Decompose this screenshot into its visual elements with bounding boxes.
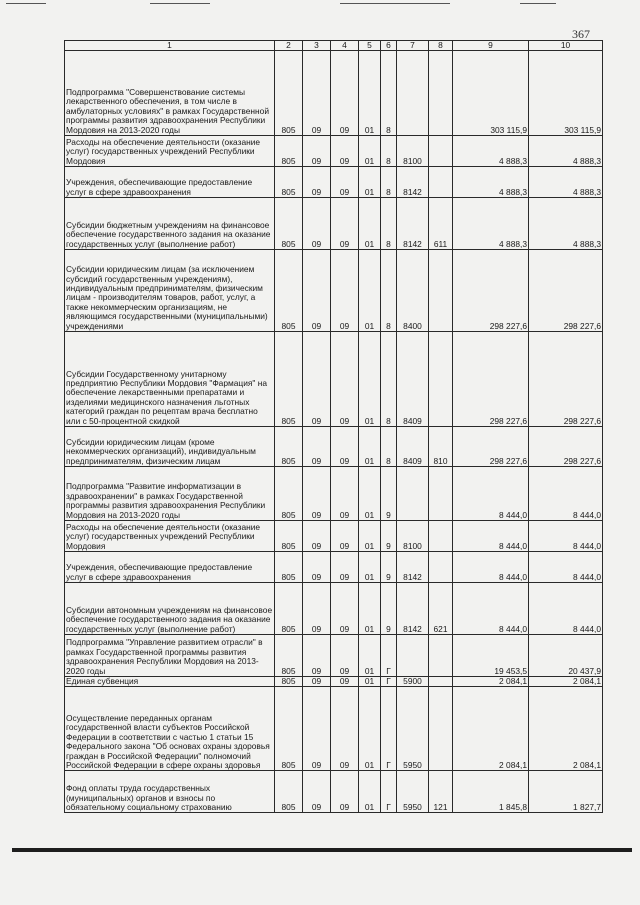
- cell-c4: 09: [331, 136, 359, 167]
- cell-c3: 09: [303, 552, 331, 583]
- table-row: [65, 552, 603, 583]
- scan-bottom-rule: [12, 848, 632, 852]
- cell-c6: Г: [381, 687, 397, 771]
- row-name-cell: Субсидии Государственному унитарному предприятию Республики Мордовия "Фармация" на обеспечение лекарственными препаратами и изделиями медицинского назначения льготных категорий граждан по рецептам врача бесплатно или с 50-процентной скидкой: [65, 332, 275, 427]
- table-row: [65, 250, 603, 332]
- cell-c9: 298 227,6: [453, 427, 529, 467]
- cell-c4: 09: [331, 467, 359, 521]
- cell-c6: Г: [381, 771, 397, 813]
- cell-c8: [429, 677, 453, 687]
- table-row: [65, 583, 603, 635]
- cell-c3: 09: [303, 136, 331, 167]
- cell-c4: 09: [331, 677, 359, 687]
- cell-c8: 621: [429, 583, 453, 635]
- table-row: [65, 467, 603, 521]
- cell-c2: 805: [275, 167, 303, 198]
- cell-c2: 805: [275, 552, 303, 583]
- cell-c6: 9: [381, 552, 397, 583]
- row-name-cell: Подпрограмма "Совершенствование системы лекарственного обеспечения, в том числе в амбулаторных условиях" в рамках Государственной программы развития здравоохранения Республики Мордовия на 2013-2020 годы: [65, 51, 275, 136]
- cell-c4: 09: [331, 771, 359, 813]
- cell-c8: [429, 51, 453, 136]
- cell-c3: 09: [303, 198, 331, 250]
- scan-top-edge: [0, 0, 640, 6]
- table-row: [65, 687, 603, 771]
- cell-c7: 8409: [397, 427, 429, 467]
- cell-c9: 8 444,0: [453, 583, 529, 635]
- cell-c10: 298 227,6: [529, 250, 603, 332]
- cell-c9: 303 115,9: [453, 51, 529, 136]
- cell-c9: 8 444,0: [453, 552, 529, 583]
- cell-c5: 01: [359, 687, 381, 771]
- row-name-cell: Осуществление переданных органам государственной власти субъектов Российской Федерации в соответствии с частью 1 статьи 15 Федерального закона "Об основах охраны здоровья граждан в Российской Федерации" полномочий Российской Федерации в сфере охраны здоровья: [65, 687, 275, 771]
- cell-c9: 8 444,0: [453, 467, 529, 521]
- cell-c8: 611: [429, 198, 453, 250]
- column-header-7: 7: [397, 41, 429, 51]
- row-name-cell: Учреждения, обеспечивающие предоставление услуг в сфере здравоохранения: [65, 167, 275, 198]
- cell-c8: [429, 687, 453, 771]
- cell-c5: 01: [359, 771, 381, 813]
- cell-c3: 09: [303, 167, 331, 198]
- cell-c3: 09: [303, 677, 331, 687]
- cell-c5: 01: [359, 677, 381, 687]
- cell-c6: 8: [381, 427, 397, 467]
- cell-c4: 09: [331, 198, 359, 250]
- cell-c5: 01: [359, 167, 381, 198]
- cell-c10: 20 437,9: [529, 635, 603, 677]
- row-name-cell: Фонд оплаты труда государственных (муниципальных) органов и взносы по обязательному социальному страхованию: [65, 771, 275, 813]
- cell-c10: 4 888,3: [529, 136, 603, 167]
- cell-c3: 09: [303, 771, 331, 813]
- cell-c7: 8100: [397, 136, 429, 167]
- row-name-cell: Единая субвенция: [65, 677, 275, 687]
- cell-c9: 2 084,1: [453, 687, 529, 771]
- cell-c9: 8 444,0: [453, 521, 529, 552]
- table-row: [65, 51, 603, 136]
- cell-c8: [429, 250, 453, 332]
- cell-c4: 09: [331, 250, 359, 332]
- cell-c9: 4 888,3: [453, 198, 529, 250]
- column-header-5: 5: [359, 41, 381, 51]
- cell-c9: 4 888,3: [453, 167, 529, 198]
- cell-c6: 8: [381, 332, 397, 427]
- cell-c5: 01: [359, 332, 381, 427]
- cell-c10: 2 084,1: [529, 687, 603, 771]
- cell-c7: 8142: [397, 198, 429, 250]
- cell-c8: [429, 552, 453, 583]
- cell-c6: 8: [381, 136, 397, 167]
- column-header-10: 10: [529, 41, 603, 51]
- cell-c6: 9: [381, 521, 397, 552]
- table-row: [65, 332, 603, 427]
- cell-c7: 8142: [397, 552, 429, 583]
- cell-c7: 8409: [397, 332, 429, 427]
- cell-c10: 2 084,1: [529, 677, 603, 687]
- cell-c2: 805: [275, 583, 303, 635]
- cell-c9: 19 453,5: [453, 635, 529, 677]
- cell-c10: 4 888,3: [529, 198, 603, 250]
- row-name-cell: Подпрограмма "Развитие информатизации в здравоохранении" в рамках Государственной программы развития здравоохранения Республики Мордовия на 2013-2020 годы: [65, 467, 275, 521]
- cell-c3: 09: [303, 583, 331, 635]
- cell-c7: 5950: [397, 771, 429, 813]
- cell-c7: 8100: [397, 521, 429, 552]
- row-name-cell: Субсидии бюджетным учреждениям на финансовое обеспечение государственного задания на оказание государственных услуг (выполнение работ): [65, 198, 275, 250]
- cell-c5: 01: [359, 467, 381, 521]
- cell-c2: 805: [275, 677, 303, 687]
- cell-c2: 805: [275, 51, 303, 136]
- cell-c5: 01: [359, 583, 381, 635]
- cell-c2: 805: [275, 771, 303, 813]
- cell-c3: 09: [303, 635, 331, 677]
- table-row: [65, 635, 603, 677]
- cell-c5: 01: [359, 136, 381, 167]
- cell-c3: 09: [303, 427, 331, 467]
- cell-c10: 8 444,0: [529, 467, 603, 521]
- cell-c5: 01: [359, 250, 381, 332]
- cell-c9: 4 888,3: [453, 136, 529, 167]
- cell-c10: 298 227,6: [529, 332, 603, 427]
- cell-c6: 8: [381, 250, 397, 332]
- budget-table: [64, 40, 603, 813]
- cell-c5: 01: [359, 635, 381, 677]
- cell-c10: 8 444,0: [529, 552, 603, 583]
- cell-c4: 09: [331, 687, 359, 771]
- cell-c4: 09: [331, 635, 359, 677]
- cell-c3: 09: [303, 51, 331, 136]
- cell-c3: 09: [303, 332, 331, 427]
- table-row: [65, 677, 603, 687]
- cell-c4: 09: [331, 332, 359, 427]
- cell-c7: [397, 635, 429, 677]
- cell-c5: 01: [359, 552, 381, 583]
- row-name-cell: Расходы на обеспечение деятельности (оказание услуг) государственных учреждений Республики Мордовия: [65, 136, 275, 167]
- cell-c4: 09: [331, 167, 359, 198]
- cell-c2: 805: [275, 687, 303, 771]
- cell-c7: 8142: [397, 583, 429, 635]
- cell-c10: 1 827,7: [529, 771, 603, 813]
- cell-c2: 805: [275, 427, 303, 467]
- column-header-9: 9: [453, 41, 529, 51]
- cell-c6: 9: [381, 467, 397, 521]
- cell-c10: 8 444,0: [529, 583, 603, 635]
- cell-c3: 09: [303, 521, 331, 552]
- cell-c4: 09: [331, 583, 359, 635]
- row-name-cell: Расходы на обеспечение деятельности (оказание услуг) государственных учреждений Республики Мордовия: [65, 521, 275, 552]
- cell-c5: 01: [359, 198, 381, 250]
- cell-c10: 303 115,9: [529, 51, 603, 136]
- row-name-cell: Подпрограмма "Управление развитием отрасли" в рамках Государственной программы развития здравоохранения Республики Мордовия на 2013-2020 годы: [65, 635, 275, 677]
- cell-c4: 09: [331, 552, 359, 583]
- cell-c2: 805: [275, 332, 303, 427]
- table-body: [65, 51, 603, 813]
- cell-c6: Г: [381, 677, 397, 687]
- cell-c8: 810: [429, 427, 453, 467]
- cell-c3: 09: [303, 250, 331, 332]
- cell-c6: 9: [381, 583, 397, 635]
- cell-c3: 09: [303, 687, 331, 771]
- cell-c6: 8: [381, 51, 397, 136]
- cell-c6: Г: [381, 635, 397, 677]
- cell-c7: 8142: [397, 167, 429, 198]
- cell-c4: 09: [331, 51, 359, 136]
- cell-c8: [429, 136, 453, 167]
- cell-c6: 8: [381, 198, 397, 250]
- cell-c2: 805: [275, 635, 303, 677]
- cell-c7: 5900: [397, 677, 429, 687]
- cell-c5: 01: [359, 427, 381, 467]
- cell-c4: 09: [331, 521, 359, 552]
- cell-c2: 805: [275, 467, 303, 521]
- cell-c2: 805: [275, 521, 303, 552]
- column-header-6: 6: [381, 41, 397, 51]
- cell-c2: 805: [275, 198, 303, 250]
- column-header-2: 2: [275, 41, 303, 51]
- column-header-4: 4: [331, 41, 359, 51]
- cell-c7: [397, 51, 429, 136]
- column-header-1: 1: [65, 41, 275, 51]
- row-name-cell: Субсидии юридическим лицам (за исключением субсидий государственным учреждениям), индивидуальным предпринимателям, физическим лицам - производителям товаров, работ, услуг, а также некоммерческим организациям, не являющимся государственными (муниципальными) учреждениями: [65, 250, 275, 332]
- row-name-cell: Субсидии автономным учреждениям на финансовое обеспечение государственного задания на оказание государственных услуг (выполнение работ): [65, 583, 275, 635]
- cell-c7: 5950: [397, 687, 429, 771]
- table-row: [65, 521, 603, 552]
- table-row: [65, 198, 603, 250]
- table-row: [65, 427, 603, 467]
- cell-c4: 09: [331, 427, 359, 467]
- table-row: [65, 771, 603, 813]
- cell-c10: 8 444,0: [529, 521, 603, 552]
- cell-c2: 805: [275, 136, 303, 167]
- row-name-cell: Субсидии юридическим лицам (кроме некоммерческих организаций), индивидуальным предпринимателям, физическим лицам: [65, 427, 275, 467]
- cell-c8: [429, 635, 453, 677]
- row-name-cell: Учреждения, обеспечивающие предоставление услуг в сфере здравоохранения: [65, 552, 275, 583]
- table-header-row: [65, 41, 603, 51]
- cell-c9: 2 084,1: [453, 677, 529, 687]
- cell-c8: 121: [429, 771, 453, 813]
- cell-c10: 298 227,6: [529, 427, 603, 467]
- cell-c5: 01: [359, 521, 381, 552]
- cell-c9: 1 845,8: [453, 771, 529, 813]
- cell-c10: 4 888,3: [529, 167, 603, 198]
- cell-c8: [429, 332, 453, 427]
- table-row: [65, 136, 603, 167]
- cell-c6: 8: [381, 167, 397, 198]
- column-header-8: 8: [429, 41, 453, 51]
- table-row: [65, 167, 603, 198]
- cell-c9: 298 227,6: [453, 332, 529, 427]
- cell-c3: 09: [303, 467, 331, 521]
- cell-c8: [429, 467, 453, 521]
- page-number: 367: [572, 27, 590, 41]
- column-header-3: 3: [303, 41, 331, 51]
- cell-c8: [429, 521, 453, 552]
- cell-c7: [397, 467, 429, 521]
- cell-c8: [429, 167, 453, 198]
- cell-c5: 01: [359, 51, 381, 136]
- cell-c2: 805: [275, 250, 303, 332]
- cell-c9: 298 227,6: [453, 250, 529, 332]
- cell-c7: 8400: [397, 250, 429, 332]
